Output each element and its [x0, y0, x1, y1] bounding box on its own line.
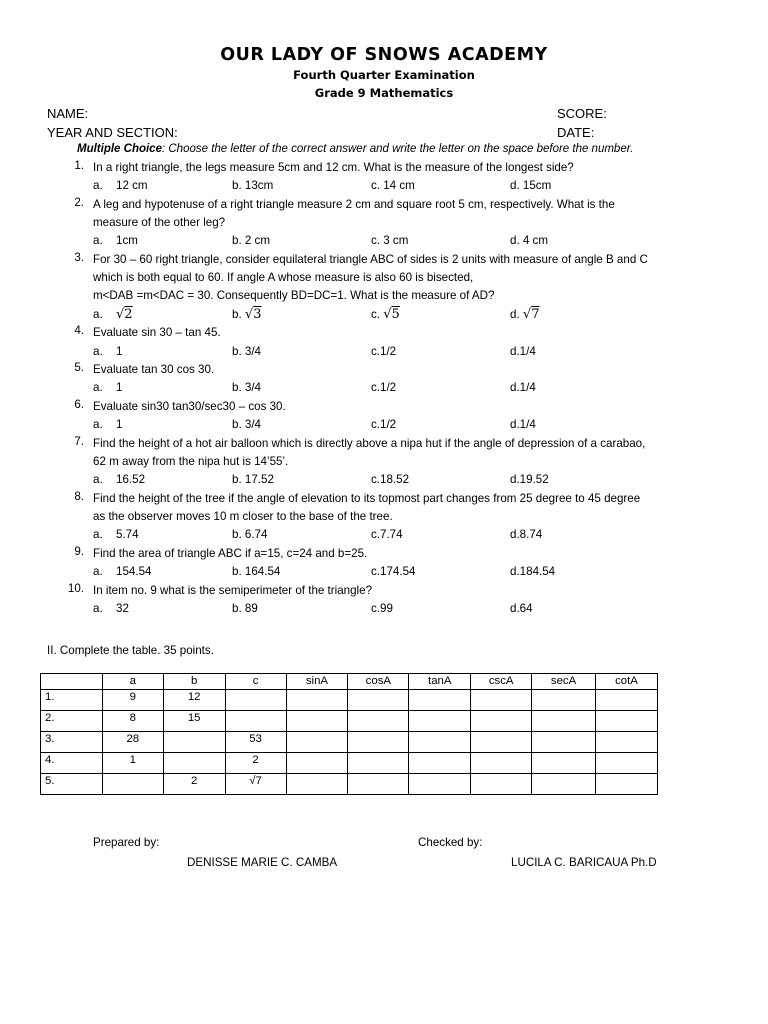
- table-cell: 12: [163, 690, 225, 711]
- answer-choice: [510, 600, 533, 619]
- question-text: Find the height of a hot air balloon which is directly above a nipa hut if the angle of depression of a carabao,: [93, 436, 646, 450]
- answer-choices: [93, 416, 730, 435]
- answer-choice: [93, 306, 133, 325]
- answer-choices: [93, 600, 730, 619]
- row-label: 3.: [41, 732, 103, 753]
- row-label: 5.: [41, 774, 103, 795]
- answer-choice: [371, 343, 396, 362]
- table-cell: [409, 690, 471, 711]
- table-cell: 1: [102, 753, 163, 774]
- answer-choice: [371, 306, 400, 325]
- table-header-cell: cscA: [471, 674, 532, 690]
- table-cell: [348, 690, 409, 711]
- table-header-row: [41, 674, 658, 690]
- choice-value: 12 cm: [116, 179, 148, 193]
- answer-choice: [93, 563, 151, 582]
- answer-choice: [510, 471, 549, 490]
- date-label: DATE:: [557, 125, 595, 140]
- choice-value: 5.74: [116, 528, 139, 542]
- table-cell: 2: [225, 753, 286, 774]
- table-header-cell: sinA: [286, 674, 348, 690]
- question-number: 2.: [74, 195, 84, 209]
- prepared-by-label: Prepared by:: [93, 836, 160, 849]
- table-cell: [471, 690, 532, 711]
- question-item: [60, 545, 730, 582]
- subject-title: Grade 9 Mathematics: [314, 86, 454, 100]
- score-label: SCORE:: [557, 106, 607, 121]
- choice-value: d.: [510, 307, 523, 321]
- choice-value: b. 3/4: [232, 418, 262, 432]
- table-header-cell: cotA: [596, 674, 658, 690]
- table-cell: 8: [102, 711, 163, 732]
- question-number: 5.: [74, 361, 84, 375]
- answer-choice: [232, 563, 280, 582]
- question-number: 7.: [74, 434, 84, 448]
- choice-value: 1: [116, 344, 123, 358]
- choice-value: 1: [116, 418, 123, 432]
- choice-value: c.99: [371, 601, 393, 615]
- choice-value: b.: [232, 307, 245, 321]
- choice-value: d.1/4: [510, 344, 536, 358]
- table-row: [41, 690, 658, 711]
- choice-letter: a.: [93, 601, 103, 615]
- choice-value: d.184.54: [510, 565, 556, 579]
- question-text: m<DAB =m<DAC = 30. Consequently BD=DC=1. What is the measure of AD?: [93, 289, 495, 303]
- answer-choices: [93, 232, 730, 251]
- table-cell: 2: [163, 774, 225, 795]
- table-cell: [286, 753, 348, 774]
- question-text: which is both equal to 60. If angle A whose measure is also 60 is bisected,: [93, 271, 474, 285]
- choice-value: 1: [116, 381, 123, 395]
- table-cell: 15: [163, 711, 225, 732]
- choice-value: c.174.54: [371, 565, 416, 579]
- answer-choice: [93, 416, 122, 435]
- answer-choice: [510, 343, 536, 362]
- year-section-label: YEAR AND SECTION:: [47, 125, 178, 140]
- answer-choice: [232, 177, 273, 196]
- exam-header: [0, 44, 768, 102]
- choice-value: b. 2 cm: [232, 234, 271, 248]
- choice-value: 16.52: [116, 473, 146, 487]
- answer-choices: [93, 379, 730, 398]
- choice-value: b. 6.74: [232, 528, 268, 542]
- question-item: [60, 398, 730, 435]
- answer-choice: [510, 526, 542, 545]
- question-text: In a right triangle, the legs measure 5cm and 12 cm. What is the measure of the longest side?: [93, 161, 574, 174]
- table-cell: [596, 753, 658, 774]
- answer-choice: [93, 379, 122, 398]
- answer-choices: [93, 471, 730, 490]
- table-cell: [409, 774, 471, 795]
- radical-expression: √5: [383, 306, 400, 322]
- table-cell: [348, 753, 409, 774]
- answer-choice: [232, 526, 267, 545]
- question-number: 10.: [67, 581, 84, 595]
- answer-choice: [510, 306, 539, 325]
- answer-choice: [93, 343, 122, 362]
- answer-choice: [93, 232, 138, 251]
- choice-letter: a.: [93, 565, 103, 579]
- choice-value: c. 14 cm: [371, 179, 415, 193]
- choice-letter: a.: [93, 473, 103, 487]
- question-text: Find the area of triangle ABC if a=15, c=24 and b=25.: [93, 546, 368, 560]
- question-number: 1.: [74, 159, 84, 172]
- question-number: 9.: [74, 544, 84, 558]
- table-cell: 28: [102, 732, 163, 753]
- choice-value: c.: [371, 307, 384, 321]
- answer-choice: [510, 416, 536, 435]
- table-header-cell: b: [163, 674, 225, 690]
- choice-value: d.1/4: [510, 418, 536, 432]
- row-label: 4.: [41, 753, 103, 774]
- choice-letter: a.: [93, 179, 103, 193]
- table-cell: [532, 753, 596, 774]
- table-cell: [471, 774, 532, 795]
- choice-value: 154.54: [116, 565, 152, 579]
- question-item: [60, 361, 730, 398]
- radical-expression: √7: [522, 306, 540, 322]
- table-cell: [286, 732, 348, 753]
- choice-value: d.64: [510, 601, 533, 615]
- choice-value: 32: [116, 601, 129, 615]
- question-item: [60, 324, 730, 361]
- table-cell: [163, 753, 225, 774]
- choice-letter: a.: [93, 344, 103, 358]
- question-text: 62 m away from the nipa hut is 14’55’.: [93, 454, 289, 468]
- choice-value: b. 164.54: [232, 565, 281, 579]
- choice-value: c.1/2: [371, 344, 397, 358]
- answer-choice: [93, 471, 145, 490]
- answer-choice: [232, 232, 270, 251]
- table-header-cell: a: [102, 674, 163, 690]
- question-number: 3.: [74, 250, 84, 264]
- question-text: measure of the other leg?: [93, 216, 226, 230]
- table-cell: [596, 732, 658, 753]
- answer-choice: [371, 600, 393, 619]
- answer-choices: [93, 343, 730, 362]
- table-cell: [471, 732, 532, 753]
- question-text: as the observer moves 10 m closer to the base of the tree.: [93, 510, 393, 524]
- choice-value: d.1/4: [510, 381, 536, 395]
- question-text: In item no. 9 what is the semiperimeter of the triangle?: [93, 583, 373, 597]
- instructions-text: : Choose the letter of the correct answer and write the letter on the space before the number.: [161, 143, 634, 155]
- table-header-cell: secA: [532, 674, 596, 690]
- answer-choice: [510, 177, 551, 196]
- table-cell: [596, 690, 658, 711]
- question-number: 4.: [74, 324, 84, 338]
- row-label: 1.: [41, 690, 103, 711]
- question-item: [60, 490, 730, 545]
- table-header-cell: cosA: [348, 674, 409, 690]
- answer-choice: [371, 416, 396, 435]
- table-cell: [225, 690, 286, 711]
- choice-letter: a.: [93, 418, 103, 432]
- table-cell: 9: [102, 690, 163, 711]
- answer-choice: [510, 563, 555, 582]
- instructions: [77, 142, 757, 157]
- school-name: OUR LADY OF SNOWS ACADEMY: [220, 45, 548, 65]
- table-cell: 53: [225, 732, 286, 753]
- answer-choices: [93, 526, 730, 545]
- table-header-cell: tanA: [409, 674, 471, 690]
- answer-choice: [232, 471, 274, 490]
- question-number: 6.: [74, 397, 84, 411]
- question-item: [60, 582, 730, 619]
- radicand: 7: [531, 306, 540, 322]
- answer-choice: [371, 563, 415, 582]
- table-cell: [532, 690, 596, 711]
- answer-choice: [232, 416, 261, 435]
- table-row: [41, 753, 658, 774]
- table-cell: [286, 774, 348, 795]
- part2-title: II. Complete the table. 35 points.: [47, 644, 214, 657]
- table-cell: [532, 774, 596, 795]
- choice-value: 1cm: [116, 234, 138, 248]
- choice-value: c.1/2: [371, 418, 397, 432]
- answer-choice: [510, 379, 536, 398]
- table-cell: √7: [225, 774, 286, 795]
- question-item: [60, 196, 730, 251]
- choice-value: c.1/2: [371, 381, 397, 395]
- table-cell: [225, 711, 286, 732]
- answer-choice: [93, 177, 148, 196]
- table-cell: [286, 690, 348, 711]
- answer-choice: [232, 379, 261, 398]
- answer-choice: [232, 306, 261, 325]
- choice-value: b. 89: [232, 601, 258, 615]
- trig-table: [40, 673, 658, 795]
- question-text: Evaluate sin30 tan30/sec30 – cos 30.: [93, 399, 286, 413]
- choice-letter: a.: [93, 307, 103, 321]
- name-label: NAME:: [47, 106, 89, 121]
- choice-value: b. 3/4: [232, 344, 262, 358]
- choice-value: b. 3/4: [232, 381, 262, 395]
- radical-expression: √3: [244, 306, 262, 322]
- table-cell: [532, 732, 596, 753]
- answer-choices: [93, 306, 730, 325]
- choice-value: d.19.52: [510, 473, 549, 487]
- question-text: Evaluate sin 30 – tan 45.: [93, 326, 221, 340]
- table-cell: [102, 774, 163, 795]
- checked-by-name: LUCILA C. BARICAUA Ph.D: [511, 856, 657, 869]
- question-list: [60, 159, 730, 618]
- instructions-label: Multiple Choice: [77, 143, 162, 155]
- table-cell: [596, 711, 658, 732]
- choice-value: d.8.74: [510, 528, 543, 542]
- table-cell: [596, 774, 658, 795]
- table-cell: [532, 711, 596, 732]
- answer-choice: [371, 232, 408, 251]
- question-text: Find the height of the tree if the angle of elevation to its topmost part changes from 25 degree to 45 degree: [93, 491, 641, 505]
- answer-choice: [371, 379, 396, 398]
- table-cell: [471, 753, 532, 774]
- table-cell: [409, 753, 471, 774]
- choice-letter: a.: [93, 234, 103, 248]
- question-text: A leg and hypotenuse of a right triangle measure 2 cm and square root 5 cm, respectively. What is the: [93, 197, 615, 211]
- answer-choices: [93, 177, 730, 196]
- table-cell: [286, 711, 348, 732]
- choice-value: b. 17.52: [232, 473, 274, 487]
- table-row: [41, 774, 658, 795]
- answer-choice: [232, 343, 261, 362]
- table-cell: [163, 732, 225, 753]
- answer-choice: [371, 471, 409, 490]
- radicand: 5: [391, 306, 400, 322]
- table-cell: [348, 732, 409, 753]
- question-item: [60, 435, 730, 490]
- choice-value: d. 4 cm: [510, 234, 549, 248]
- choice-value: c.7.74: [371, 528, 403, 542]
- answer-choice: [93, 526, 139, 545]
- exam-title: Fourth Quarter Examination: [293, 68, 475, 82]
- table-cell: [348, 774, 409, 795]
- table-cell: [471, 711, 532, 732]
- radicand: 3: [253, 306, 262, 322]
- question-number: 8.: [74, 489, 84, 503]
- radical-expression: √2: [116, 306, 133, 322]
- row-label: 2.: [41, 711, 103, 732]
- choice-value: b. 13cm: [232, 179, 274, 193]
- answer-choice: [510, 232, 548, 251]
- question-item: [60, 159, 730, 196]
- table-cell: [348, 711, 409, 732]
- question-text: For 30 – 60 right triangle, consider equilateral triangle ABC of sides is 2 units with measure of angle B and C: [93, 252, 648, 266]
- table-header-cell: [41, 674, 103, 690]
- answer-choice: [232, 600, 258, 619]
- prepared-by-name: DENISSE MARIE C. CAMBA: [187, 856, 338, 869]
- table-row: [41, 732, 658, 753]
- table-row: [41, 711, 658, 732]
- choice-value: c.18.52: [371, 473, 410, 487]
- checked-by-label: Checked by:: [418, 836, 483, 849]
- radicand: 2: [124, 306, 133, 322]
- table-cell: [409, 711, 471, 732]
- choice-letter: a.: [93, 528, 103, 542]
- choice-letter: a.: [93, 381, 103, 395]
- question-item: [60, 251, 730, 324]
- answer-choice: [93, 600, 129, 619]
- table-header-cell: c: [225, 674, 286, 690]
- answer-choice: [371, 177, 415, 196]
- choice-value: c. 3 cm: [371, 234, 409, 248]
- choice-value: d. 15cm: [510, 179, 552, 193]
- answer-choice: [371, 526, 403, 545]
- answer-choices: [93, 563, 730, 582]
- table-cell: [409, 732, 471, 753]
- question-text: Evaluate tan 30 cos 30.: [93, 363, 215, 377]
